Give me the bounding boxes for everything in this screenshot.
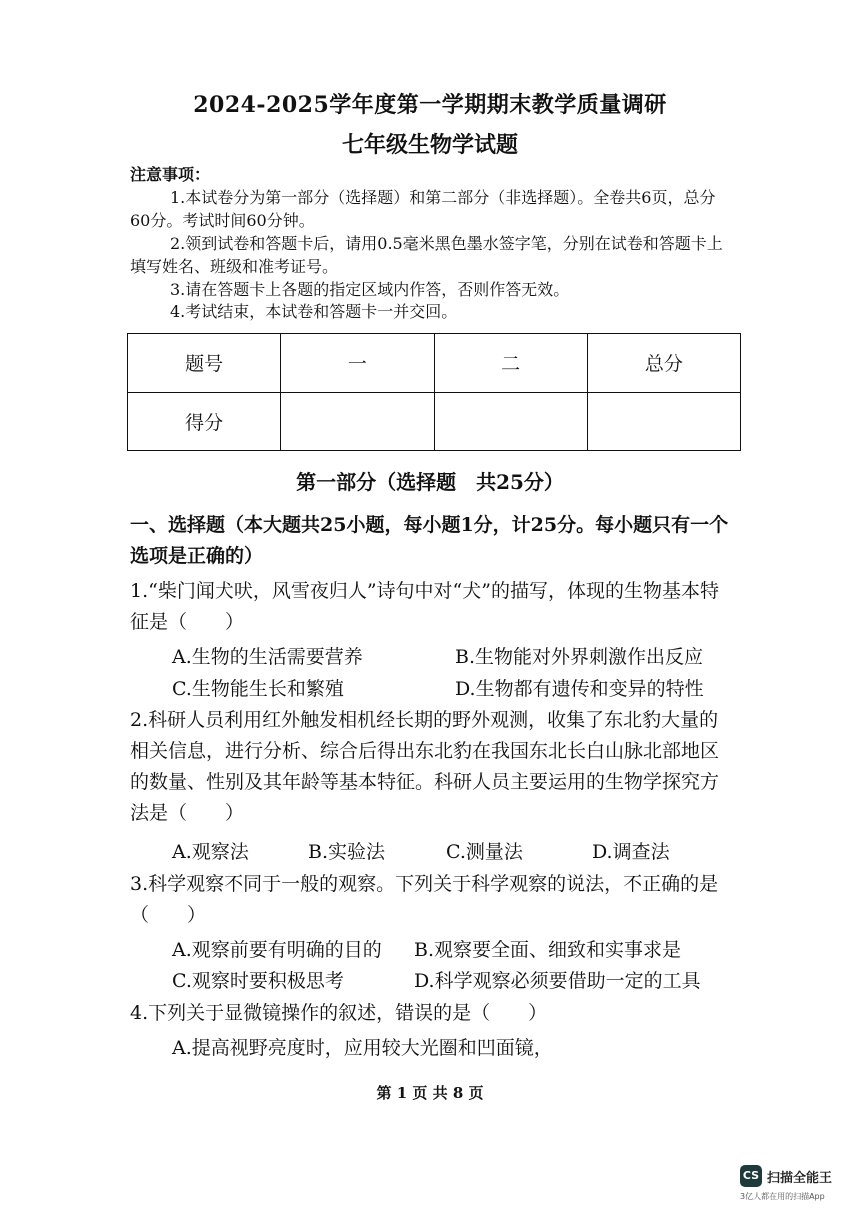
exam-title: 2024-2025学年度第一学期期末教学质量调研: [193, 92, 667, 118]
notice-item-3: 3.请在答题卡上各题的指定区域内作答，否则作答无效。: [170, 280, 570, 299]
score-row-label: 得分: [128, 392, 281, 451]
question-1-option-c: C.生物能生长和繁殖: [172, 678, 344, 700]
page-footer: 第 1 页 共 8 页: [376, 1084, 484, 1102]
question-1-stem: 1.“柴门闻犬吠，风雪夜归人”诗句中对“犬”的描写，体现的生物基本特征是（ ）: [130, 580, 719, 633]
question-2-option-b: B.实验法: [308, 841, 386, 863]
notice-heading: 注意事项：: [130, 165, 211, 184]
score-header-cell: 一: [281, 334, 434, 393]
camscanner-logo-icon: CS: [740, 1165, 762, 1187]
question-3-option-a: A.观察前要有明确的目的: [172, 939, 382, 961]
score-header-cell: 总分: [587, 334, 740, 393]
score-cell-blank: [281, 392, 434, 451]
question-2-option-c: C.测量法: [446, 841, 523, 863]
score-table-score-row: [128, 392, 741, 451]
score-header-cell: 题号: [128, 334, 281, 393]
score-cell-blank: [587, 392, 740, 451]
scanner-app-name: 扫描全能王: [767, 1171, 833, 1186]
score-header-cell: 二: [434, 334, 587, 393]
question-2-stem: 2.科研人员利用红外触发相机经长期的野外观测，收集了东北豹大量的相关信息，进行分析、综合后得出东北豹在我国东北长白山脉北部地区的数量、性别及其年龄等基本特征。科研人员主要运用的生物学探究方法是（ ）: [130, 709, 720, 824]
question-4-stem: 4.下列关于显微镜操作的叙述，错误的是（ ）: [130, 1002, 548, 1024]
question-3-stem: 3.科学观察不同于一般的观察。下列关于科学观察的说法，不正确的是（ ）: [130, 873, 719, 926]
notice-item-2: 2.领到试卷和答题卡后，请用0.5毫米黑色墨水签字笔，分别在试卷和答题卡上填写姓名、班级和准考证号。: [130, 234, 723, 276]
scanner-app-tagline: 3亿人都在用的扫描App: [740, 1192, 825, 1201]
question-1-option-d: D.生物都有遗传和变异的特性: [455, 678, 704, 700]
question-3-option-d: D.科学观察必须要借助一定的工具: [414, 970, 701, 992]
part1-title: 第一部分（选择题 共25分）: [296, 470, 564, 494]
score-table: [127, 333, 741, 451]
scanner-watermark: [740, 1165, 850, 1205]
score-table-header-row: [128, 334, 741, 393]
question-1-option-b: B.生物能对外界刺激作出反应: [455, 646, 704, 668]
notice-item-1: 1.本试卷分为第一部分（选择题）和第二部分（非选择题）。全卷共6页，总分60分。考试时间60分钟。: [130, 188, 716, 230]
question-4-option-a: A.提高视野亮度时，应用较大光圈和凹面镜，: [172, 1037, 553, 1059]
question-3-option-b: B.观察要全面、细致和实事求是: [414, 939, 682, 961]
score-cell-blank: [434, 392, 587, 451]
question-2-option-a: A.观察法: [172, 841, 249, 863]
question-1-option-a: A.生物的生活需要营养: [172, 646, 363, 668]
question-2-option-d: D.调查法: [592, 841, 670, 863]
exam-subtitle: 七年级生物学试题: [341, 132, 518, 158]
notice-item-4: 4.考试结束，本试卷和答题卡一并交回。: [170, 302, 458, 321]
section-heading: 一、选择题（本大题共25小题，每小题1分，计25分。每小题只有一个选项是正确的）: [130, 514, 729, 567]
question-3-option-c: C.观察时要积极思考: [172, 970, 344, 992]
